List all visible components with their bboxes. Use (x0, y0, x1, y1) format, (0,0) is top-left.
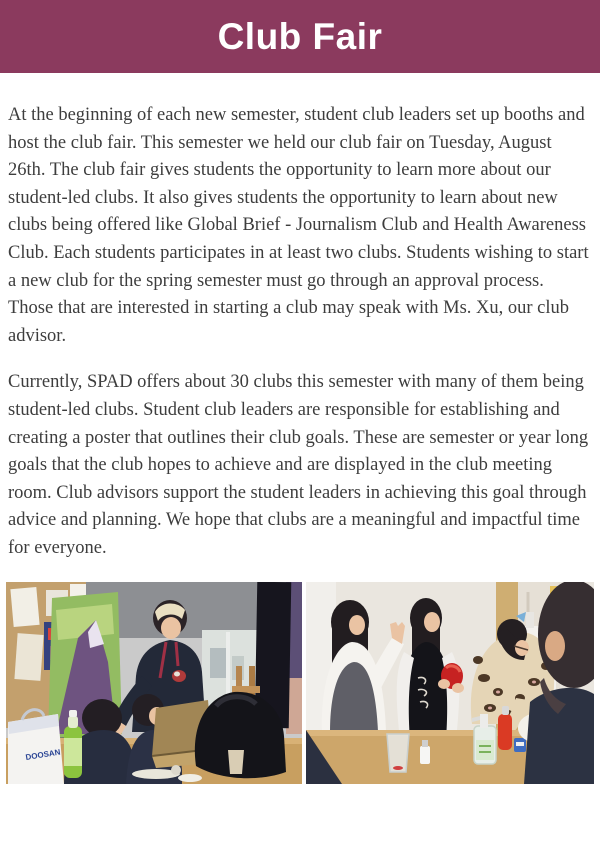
title-banner (0, 0, 600, 73)
article-paragraph-2: Currently, SPAD offers about 30 clubs this semester with many of them being student-led clubs. Student club leaders are responsible for establishing and creating a poster that outlines their club goals. These are semester or year long goals that the club hopes to achieve and are displayed in the club meeting room. Club advisors support the student leaders in achieving this goal through advice and planning. We hope that clubs are a meaningful and impactful time for everyone. (8, 372, 589, 558)
article-body (0, 73, 600, 563)
club-fair-photo-right (306, 582, 594, 784)
club-fair-photo-left (6, 582, 302, 784)
photo-left-illustration (6, 582, 302, 784)
article-paragraph-1: At the beginning of each new semester, student club leaders set up booths and host the club fair. This semester we held our club fair on Tuesday, August 26th. The club fair gives students the opportunity to learn more about our student-led clubs. It also gives students the opportunity to learn about new clubs being offered like Global Brief - Journalism Club and Health Awareness Club. Each students participates in at least two clubs. Students wishing to start a new club for the spring semester must go through an approval process. Those that are interested in starting a club may speak with Ms. Xu, our club advisor. (8, 105, 589, 346)
photo-gallery (0, 582, 600, 784)
photo-right-illustration (306, 582, 594, 784)
doosan-bag-label: DOOSAN (24, 747, 62, 762)
page-title: Club Fair (217, 15, 383, 57)
